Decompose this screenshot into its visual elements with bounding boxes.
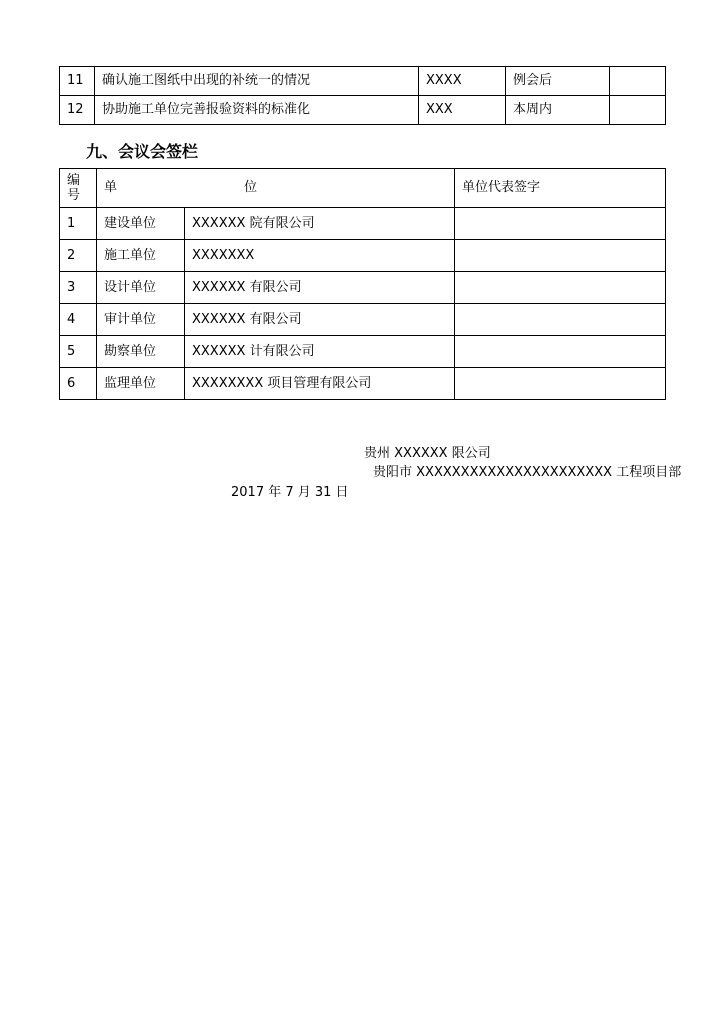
sign-company: XXXXXX 有限公司 <box>185 304 455 336</box>
signoff-date: 2017 年 7 月 31 日 <box>231 485 349 500</box>
table-row <box>60 96 666 125</box>
sign-company: XXXXXXXX 项目管理有限公司 <box>185 368 455 400</box>
task-owner: XXX <box>419 96 506 125</box>
sign-role: 审计单位 <box>97 304 185 336</box>
task-deadline: 本周内 <box>506 96 610 125</box>
sign-no: 6 <box>60 368 97 400</box>
sign-no: 4 <box>60 304 97 336</box>
header-signature: 单位代表签字 <box>455 169 666 208</box>
task-content: 确认施工图纸中出现的补统一的情况 <box>95 67 419 96</box>
signature-cell <box>455 240 666 272</box>
section-title: 九、会议会签栏 <box>86 142 199 161</box>
task-content: 协助施工单位完善报验资料的标准化 <box>95 96 419 125</box>
sign-role: 监理单位 <box>97 368 185 400</box>
signoff-department: 贵阳市 XXXXXXXXXXXXXXXXXXXXXX 工程项目部 <box>373 465 682 480</box>
task-note <box>610 67 666 96</box>
signature-cell <box>455 272 666 304</box>
table-row <box>60 240 666 272</box>
signature-cell <box>455 336 666 368</box>
sign-no: 2 <box>60 240 97 272</box>
sign-company: XXXXXX 计有限公司 <box>185 336 455 368</box>
table-row <box>60 67 666 96</box>
sign-no: 3 <box>60 272 97 304</box>
sign-table-header <box>60 169 666 208</box>
sign-role: 建设单位 <box>97 208 185 240</box>
tasks-table <box>59 66 666 125</box>
task-note <box>610 96 666 125</box>
task-deadline: 例会后 <box>506 67 610 96</box>
task-no: 11 <box>60 67 95 96</box>
sign-table <box>59 168 666 400</box>
task-no: 12 <box>60 96 95 125</box>
header-unit: 单 位 <box>97 169 455 208</box>
table-row <box>60 208 666 240</box>
table-row <box>60 304 666 336</box>
sign-role: 施工单位 <box>97 240 185 272</box>
table-row <box>60 272 666 304</box>
signoff-company: 贵州 XXXXXX 限公司 <box>364 446 491 461</box>
sign-role: 勘察单位 <box>97 336 185 368</box>
signature-cell <box>455 304 666 336</box>
signature-cell <box>455 208 666 240</box>
sign-company: XXXXXX 有限公司 <box>185 272 455 304</box>
sign-company: XXXXXXX <box>185 240 455 272</box>
table-row <box>60 336 666 368</box>
signature-cell <box>455 368 666 400</box>
sign-no: 1 <box>60 208 97 240</box>
sign-role: 设计单位 <box>97 272 185 304</box>
table-row <box>60 368 666 400</box>
task-owner: XXXX <box>419 67 506 96</box>
header-no: 编 号 <box>60 169 97 208</box>
sign-no: 5 <box>60 336 97 368</box>
sign-company: XXXXXX 院有限公司 <box>185 208 455 240</box>
